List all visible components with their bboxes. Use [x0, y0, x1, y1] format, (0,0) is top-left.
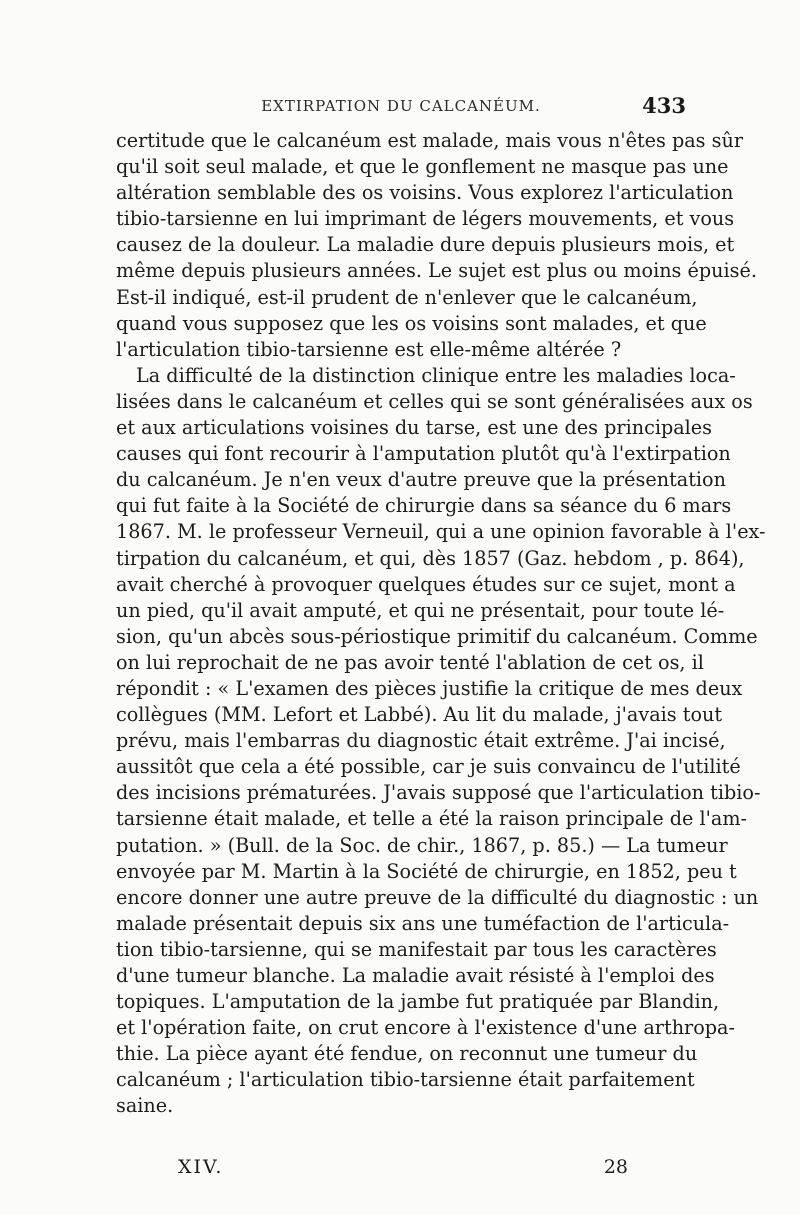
text-line: répondit : « L'examen des pièces justifie la critique de mes deux: [116, 676, 743, 700]
page-header: [116, 93, 686, 121]
text-line: Est-il indiqué, est-il prudent de n'enlever que le calcanéum,: [116, 285, 698, 309]
text-line: quand vous supposez que les os voisins sont malades, et que: [116, 311, 707, 335]
sheet-number: 28: [603, 1156, 628, 1178]
text-line: altération semblable des os voisins. Vous explorez l'articulation: [116, 181, 734, 205]
text-line: certitude que le calcanéum est malade, mais vous n'êtes pas sûr: [116, 129, 743, 152]
text-line: topiques. L'amputation de la jambe fut pratiquée par Blandin,: [116, 990, 720, 1014]
text-line: tarsienne était malade, et telle a été la raison principale de l'am-: [116, 807, 748, 831]
text-line: et aux articulations voisines du tarse, est une des principales: [116, 416, 713, 440]
text-line: on lui reprochait de ne pas avoir tenté l'ablation de cet os, il: [116, 650, 704, 674]
text-line: tibio-tarsienne en lui imprimant de légers mouvements, et vous: [116, 207, 735, 231]
text-line: envoyée par M. Martin à la Société de chirurgie, en 1852, peu t: [116, 859, 737, 883]
text-line: saine.: [116, 1094, 174, 1118]
text-line: l'articulation tibio-tarsienne est elle-même altérée ?: [116, 337, 622, 361]
text-line: et l'opération faite, on crut encore à l'existence d'une arthropa-: [116, 1016, 735, 1040]
text-line: aussitôt que cela a été possible, car je suis convaincu de l'utilité: [116, 755, 741, 779]
text-line: calcanéum ; l'articulation tibio-tarsienne était parfaitement: [116, 1068, 695, 1092]
text-line: tion tibio-tarsienne, qui se manifestait par tous les caractères: [116, 937, 717, 961]
text-line: qu'il soit seul malade, et que le gonflement ne masque pas une: [116, 155, 729, 179]
text-line: d'une tumeur blanche. La maladie avait résisté à l'emploi des: [116, 964, 715, 987]
page-number: 433: [642, 93, 686, 118]
text-line: thie. La pièce ayant été fendue, on reconnut une tumeur du: [116, 1042, 698, 1066]
text-line: La difficulté de la distinction clinique entre les maladies loca-: [136, 363, 736, 387]
text-line: un pied, qu'il avait amputé, et qui ne présentait, pour toute lé-: [116, 598, 725, 622]
signature-mark: XIV.: [178, 1156, 224, 1178]
text-line: même depuis plusieurs années. Le sujet est plus ou moins épuisé.: [116, 259, 757, 283]
text-line: causes qui font recourir à l'amputation plutôt qu'à l'extirpation: [116, 442, 731, 466]
body-text: [116, 128, 766, 1120]
text-line: tirpation du calcanéum, et qui, dès 1857 (Gaz. hebdom , p. 864),: [116, 546, 745, 570]
text-line: prévu, mais l'embarras du diagnostic était extrême. J'ai incisé,: [116, 729, 726, 753]
text-line: du calcanéum. Je n'en veux d'autre preuve que la présentation: [116, 468, 726, 492]
text-line: avait cherché à provoquer quelques études sur ce sujet, mont a: [116, 572, 736, 596]
text-line: des incisions prématurées. J'avais supposé que l'articulation tibio-: [116, 781, 761, 805]
text-line: qui fut faite à la Société de chirurgie dans sa séance du 6 mars: [116, 494, 732, 518]
text-line: causez de la douleur. La maladie dure depuis plusieurs mois, et: [116, 233, 735, 257]
page-footer: [178, 1156, 628, 1182]
text-line: encore donner une autre preuve de la difficulté du diagnostic : un: [116, 885, 759, 909]
text-line: malade présentait depuis six ans une tuméfaction de l'articula-: [116, 911, 730, 935]
text-line: 1867. M. le professeur Verneuil, qui a une opinion favorable à l'ex-: [116, 520, 766, 544]
text-line: lisées dans le calcanéum et celles qui se sont généralisées aux os: [116, 389, 753, 413]
text-line: sion, qu'un abcès sous-périostique primitif du calcanéum. Comme: [116, 624, 758, 648]
text-line: putation. » (Bull. de la Soc. de chir., 1867, p. 85.) — La tumeur: [116, 833, 728, 857]
text-line: collègues (MM. Lefort et Labbé). Au lit du malade, j'avais tout: [116, 703, 723, 727]
running-head: EXTIRPATION DU CALCANÉUM.: [261, 97, 541, 115]
